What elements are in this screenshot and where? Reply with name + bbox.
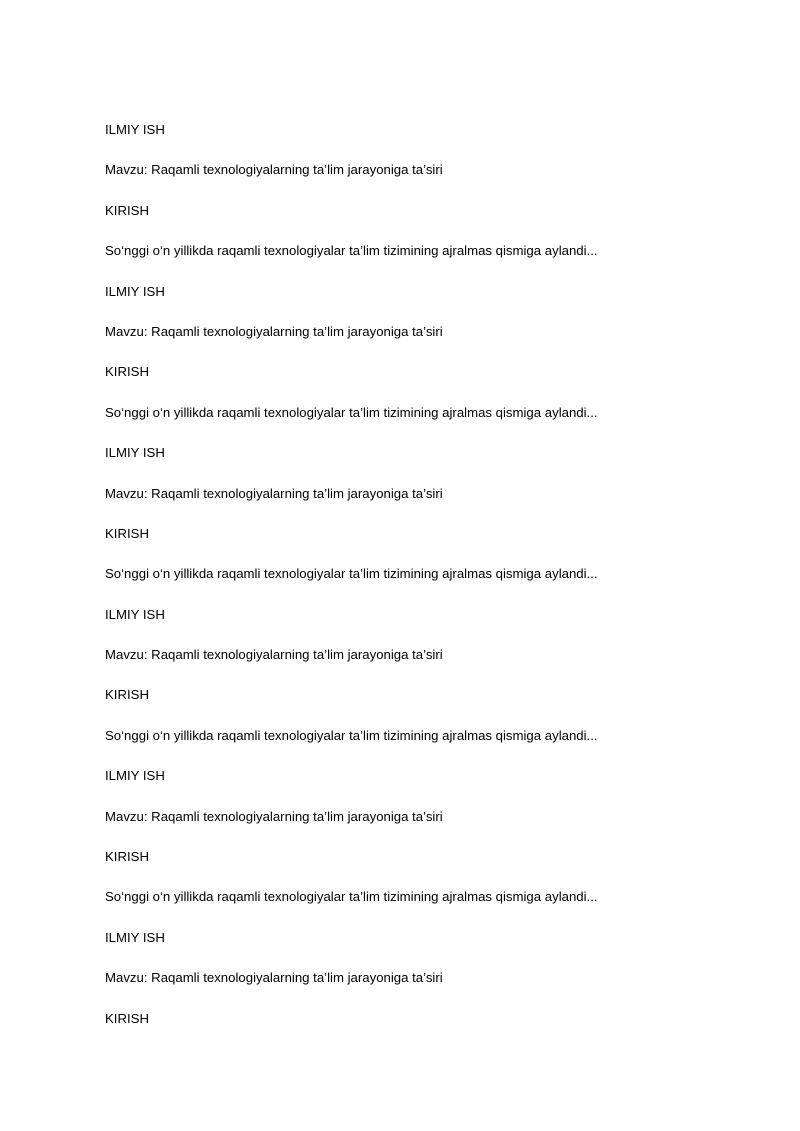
section-heading: ILMIY ISH <box>105 122 165 137</box>
section-heading: ILMIY ISH <box>105 606 165 622</box>
body-paragraph: So‘nggi o‘n yillikda raqamli texnologiyalar ta’lim tizimining ajralmas qismiga aylandi... <box>105 727 598 743</box>
section-heading: KIRISH <box>105 1010 149 1026</box>
section-heading: KIRISH <box>105 525 149 541</box>
topic-line: Mavzu: Raqamli texnologiyalarning ta’lim jarayoniga ta’siri <box>105 970 443 986</box>
section-heading: ILMIY ISH <box>105 283 165 299</box>
section-heading: KIRISH <box>105 364 149 380</box>
topic-line: Mavzu: Raqamli texnologiyalarning ta’lim jarayoniga ta’siri <box>105 808 443 824</box>
document-body <box>105 121 725 1050</box>
section-heading: ILMIY ISH <box>105 445 165 461</box>
section-heading: KIRISH <box>105 202 149 218</box>
topic-line: Mavzu: Raqamli texnologiyalarning ta’lim jarayoniga ta’siri <box>105 162 443 178</box>
section-heading: ILMIY ISH <box>105 929 165 945</box>
body-paragraph: So‘nggi o‘n yillikda raqamli texnologiyalar ta’lim tizimining ajralmas qismiga aylandi... <box>105 889 598 905</box>
section-heading: KIRISH <box>105 687 149 703</box>
section-heading: ILMIY ISH <box>105 768 165 784</box>
topic-line: Mavzu: Raqamli texnologiyalarning ta’lim jarayoniga ta’siri <box>105 485 443 501</box>
body-paragraph: So‘nggi o‘n yillikda raqamli texnologiyalar ta’lim tizimining ajralmas qismiga aylandi... <box>105 243 598 259</box>
topic-line: Mavzu: Raqamli texnologiyalarning ta’lim jarayoniga ta’siri <box>105 647 443 663</box>
section-heading: KIRISH <box>105 849 149 865</box>
body-paragraph: So‘nggi o‘n yillikda raqamli texnologiyalar ta’lim tizimining ajralmas qismiga aylandi... <box>105 404 598 420</box>
topic-line: Mavzu: Raqamli texnologiyalarning ta’lim jarayoniga ta’siri <box>105 323 443 339</box>
body-paragraph: So‘nggi o‘n yillikda raqamli texnologiyalar ta’lim tizimining ajralmas qismiga aylandi... <box>105 566 598 582</box>
